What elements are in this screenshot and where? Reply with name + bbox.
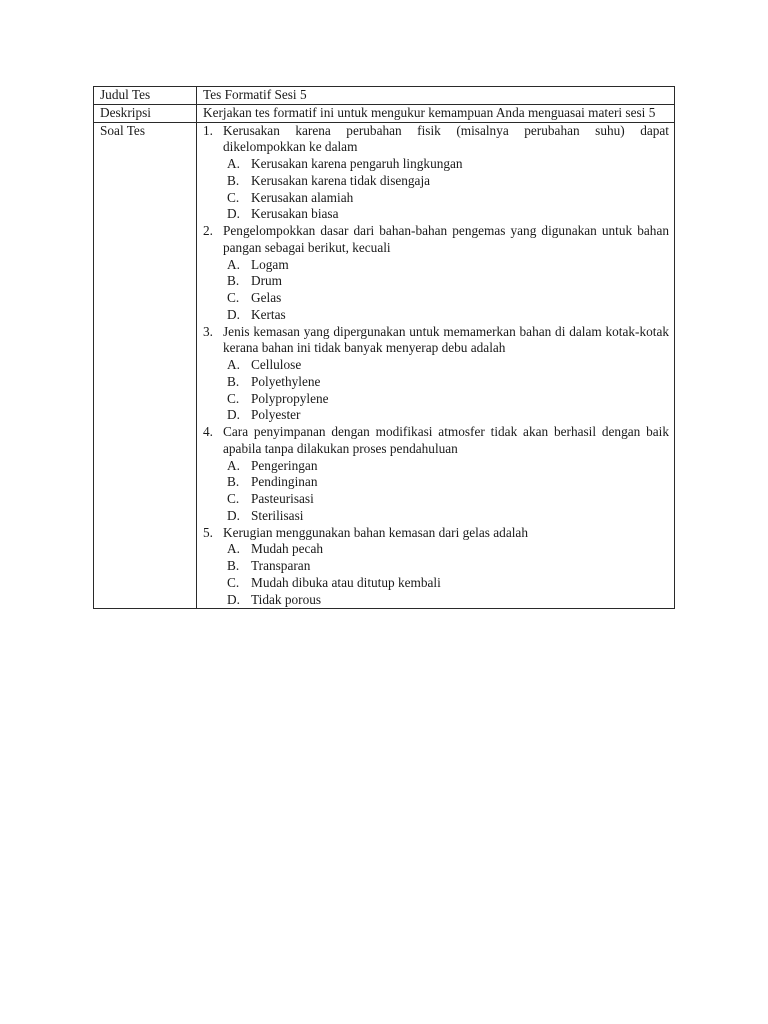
option-text: Kerusakan biasa — [251, 206, 339, 222]
test-table — [93, 86, 675, 609]
questions-cell — [197, 122, 675, 609]
option-text: Polyethylene — [251, 373, 321, 389]
question-number: 4. — [203, 424, 213, 439]
questions-label: Soal Tes — [94, 122, 197, 609]
option-text: Mudah dibuka atau ditutup kembali — [251, 574, 441, 590]
option-text: Drum — [251, 273, 283, 289]
option-letter: B. — [227, 373, 240, 389]
question-line — [203, 123, 669, 157]
answer-option — [223, 458, 669, 475]
answer-option — [223, 407, 669, 424]
option-letter: C. — [227, 491, 240, 506]
option-letter: C. — [227, 390, 240, 406]
answer-option — [223, 357, 669, 374]
answer-option — [223, 257, 669, 274]
table-row-description — [94, 104, 675, 122]
option-letter: B. — [227, 558, 240, 573]
answer-option — [223, 541, 669, 558]
title-value: Tes Formatif Sesi 5 — [197, 87, 675, 105]
answer-option — [223, 190, 669, 207]
option-letter: D. — [227, 206, 240, 222]
question-item — [203, 525, 669, 609]
question-item — [203, 424, 669, 525]
option-list — [203, 257, 669, 324]
option-letter: B. — [227, 172, 240, 188]
option-letter: A. — [227, 457, 240, 473]
question-item — [203, 123, 669, 224]
answer-option — [223, 290, 669, 307]
option-text: Transparan — [251, 558, 311, 573]
option-text: Cellulose — [251, 357, 302, 372]
question-text: Jenis kemasan yang dipergunakan untuk memamerkan bahan di dalam kotak-kotak kerana bahan ini tidak banyak menyerap debu adalah — [223, 323, 669, 356]
question-text: Kerusakan karena perubahan fisik (misalnya perubahan suhu) dapat dikelompokkan ke dalam — [223, 122, 669, 155]
answer-option — [223, 374, 669, 391]
option-letter: A. — [227, 256, 240, 272]
answer-option — [223, 558, 669, 575]
answer-option — [223, 307, 669, 324]
option-letter: A. — [227, 357, 240, 372]
option-text: Pasteurisasi — [251, 491, 314, 506]
option-letter: C. — [227, 290, 240, 305]
option-list — [203, 458, 669, 525]
question-line — [203, 424, 669, 458]
answer-option — [223, 491, 669, 508]
answer-option — [223, 575, 669, 592]
answer-option — [223, 508, 669, 525]
question-line — [203, 324, 669, 358]
option-letter: C. — [227, 189, 240, 205]
answer-option — [223, 173, 669, 190]
answer-option — [223, 156, 669, 173]
option-text: Tidak porous — [251, 591, 322, 607]
option-letter: A. — [227, 156, 240, 171]
option-letter: D. — [227, 407, 240, 423]
table-row-title — [94, 87, 675, 105]
option-text: Polypropylene — [251, 390, 329, 406]
option-text: Pendinginan — [251, 474, 318, 490]
description-value: Kerjakan tes formatif ini untuk mengukur kemampuan Anda menguasai materi sesi 5 — [197, 104, 675, 122]
question-text: Cara penyimpanan dengan modifikasi atmosfer tidak akan berhasil dengan baik apabila tanpa dilakukan proses pendahuluan — [223, 424, 669, 456]
question-text: Kerugian menggunakan bahan kemasan dari gelas adalah — [223, 524, 528, 540]
question-number: 3. — [203, 323, 213, 339]
answer-option — [223, 391, 669, 408]
option-list — [203, 541, 669, 608]
option-letter: C. — [227, 574, 240, 590]
option-list — [203, 357, 669, 424]
answer-option — [223, 273, 669, 290]
title-label: Judul Tes — [94, 87, 197, 105]
option-text: Kerusakan karena tidak disengaja — [251, 172, 431, 188]
question-number: 5. — [203, 524, 213, 540]
question-item — [203, 223, 669, 324]
answer-option — [223, 206, 669, 223]
option-text: Kerusakan alamiah — [251, 189, 354, 205]
question-number: 2. — [203, 223, 213, 238]
option-letter: B. — [227, 474, 240, 490]
option-text: Logam — [251, 256, 289, 272]
answer-option — [223, 592, 669, 609]
option-letter: A. — [227, 541, 240, 557]
description-label: Deskripsi — [94, 104, 197, 122]
option-text: Gelas — [251, 290, 282, 305]
option-text: Kerusakan karena pengaruh lingkungan — [251, 156, 463, 171]
option-text: Mudah pecah — [251, 541, 323, 557]
option-text: Kertas — [251, 306, 286, 322]
question-item — [203, 324, 669, 425]
question-list — [203, 123, 669, 609]
option-text: Pengeringan — [251, 457, 318, 473]
question-text: Pengelompokkan dasar dari bahan-bahan pengemas yang digunakan untuk bahan pangan sebagai berikut, kecuali — [223, 223, 669, 255]
option-letter: D. — [227, 591, 240, 607]
answer-option — [223, 474, 669, 491]
option-letter: D. — [227, 507, 240, 523]
table-row-questions — [94, 122, 675, 609]
option-text: Sterilisasi — [251, 507, 304, 523]
option-text: Polyester — [251, 407, 301, 423]
question-number: 1. — [203, 122, 213, 138]
option-list — [203, 156, 669, 223]
option-letter: D. — [227, 306, 240, 322]
question-line — [203, 525, 669, 542]
question-line — [203, 223, 669, 257]
option-letter: B. — [227, 273, 240, 289]
